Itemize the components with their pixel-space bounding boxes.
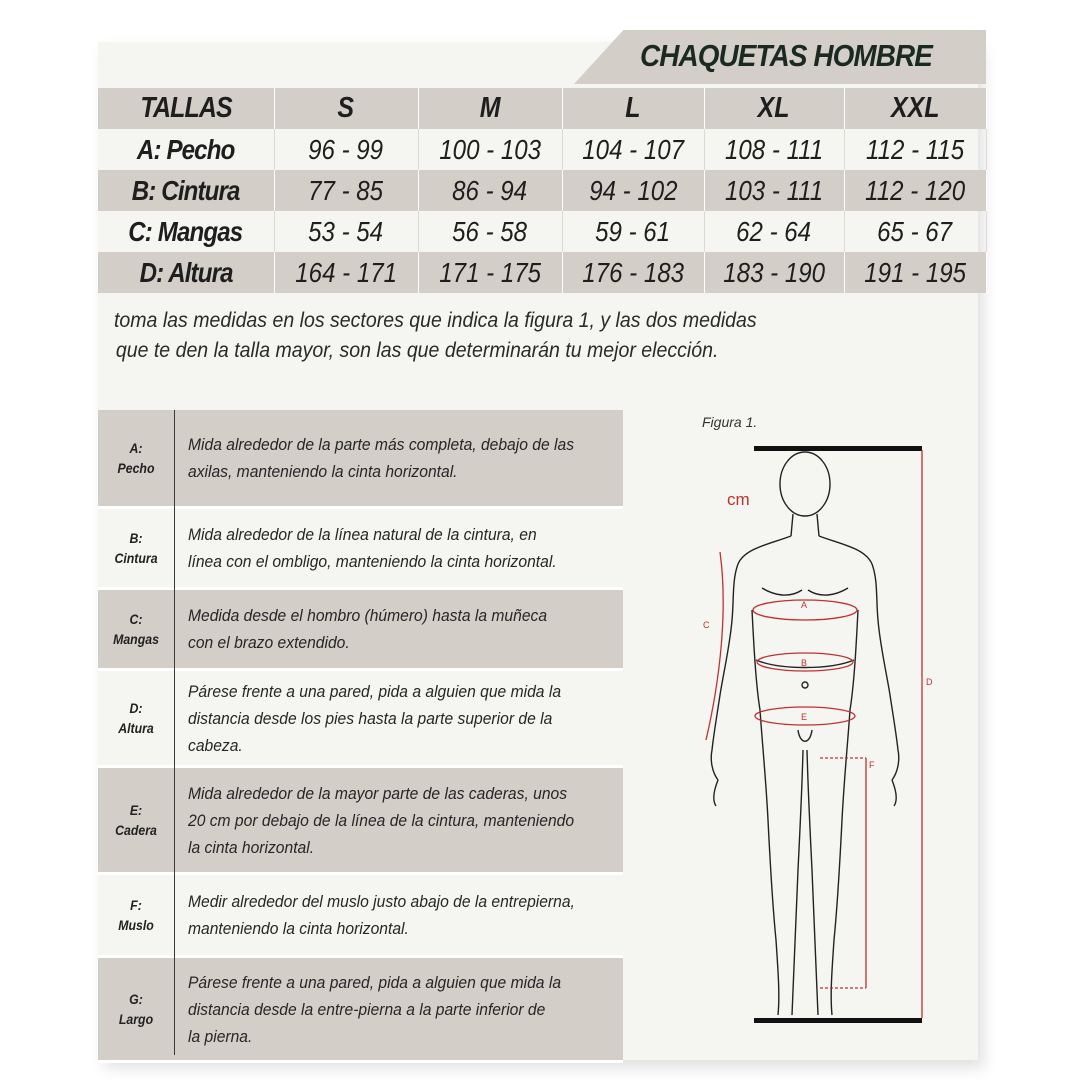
- row-label: A: Pecho: [98, 129, 274, 170]
- table-cell: 164 - 171: [274, 252, 418, 293]
- row-label: B: Cintura: [98, 170, 274, 211]
- header-cell: S: [274, 88, 418, 129]
- table-cell: 53 - 54: [274, 211, 418, 252]
- guide-row-pecho: [98, 410, 623, 509]
- body-figure: [690, 440, 960, 1030]
- table-cell: 56 - 58: [418, 211, 562, 252]
- table-cell: 77 - 85: [274, 170, 418, 211]
- guide-row-altura: [98, 671, 623, 768]
- guide-text: Párese frente a una pared, pida a alguien que mida la distancia desde la entre-pierna a la parte inferior de la pierna.: [188, 972, 562, 1046]
- mark-e: E: [801, 712, 808, 722]
- unit-label: cm: [727, 490, 750, 509]
- guide-text: Mida alrededor de la línea natural de la cintura, en línea con el ombligo, manteniendo la cinta horizontal.: [188, 525, 557, 571]
- header-cell: XXL: [844, 88, 986, 129]
- table-cell: 171 - 175: [418, 252, 562, 293]
- header-cell: XL: [704, 88, 844, 129]
- guide-code: F: Muslo: [118, 897, 154, 933]
- table-cell: 108 - 111: [704, 129, 844, 170]
- table-cell: 59 - 61: [562, 211, 704, 252]
- table-row: [98, 211, 986, 252]
- guide-code: G: Largo: [118, 991, 154, 1027]
- measurement-guide: [98, 410, 623, 1063]
- top-bar: [754, 446, 922, 451]
- table-cell: 65 - 67: [844, 211, 986, 252]
- table-cell: 103 - 111: [704, 170, 844, 211]
- note-line: toma las medidas en los sectores que indica la figura 1, y las dos medidas: [114, 309, 757, 332]
- bottom-bar: [754, 1018, 922, 1023]
- figure-caption: Figura 1.: [702, 414, 758, 430]
- size-table-header: [98, 88, 986, 129]
- guide-text: Mida alrededor de la parte más completa, debajo de las axilas, manteniendo la cinta horizontal.: [188, 435, 575, 481]
- table-cell: 94 - 102: [562, 170, 704, 211]
- mark-b: B: [801, 658, 808, 668]
- measure-labels: [703, 600, 933, 770]
- guide-row-cintura: [98, 509, 623, 590]
- table-cell: 191 - 195: [844, 252, 986, 293]
- table-cell: 96 - 99: [274, 129, 418, 170]
- guide-row-cadera: [98, 768, 623, 875]
- table-cell: 112 - 120: [844, 170, 986, 211]
- body-outline: [711, 452, 899, 1015]
- table-cell: 104 - 107: [562, 129, 704, 170]
- guide-code: E: Cadera: [115, 802, 157, 838]
- guide-code: D: Altura: [118, 700, 154, 736]
- guide-row-muslo: [98, 875, 623, 958]
- table-cell: 100 - 103: [418, 129, 562, 170]
- note-line: que te den la talla mayor, son las que determinarán tu mejor elección.: [115, 339, 719, 362]
- guide-code: A: Pecho: [117, 440, 155, 476]
- guide-text: Párese frente a una pared, pida a alguien que mida la distancia desde los pies hasta la parte superior de la cabeza.: [188, 681, 562, 755]
- mark-d: D: [926, 677, 933, 687]
- guide-code: B: Cintura: [114, 530, 158, 566]
- header-cell: L: [562, 88, 704, 129]
- guide-text: Medir alrededor del muslo justo abajo de la entrepierna, manteniendo la cinta horizontal.: [188, 892, 575, 938]
- table-cell: 62 - 64: [704, 211, 844, 252]
- measurement-note: [114, 306, 834, 366]
- table-cell: 183 - 190: [704, 252, 844, 293]
- guide-divider: [174, 410, 175, 1055]
- row-label: D: Altura: [98, 252, 274, 293]
- table-row: [98, 129, 986, 170]
- table-cell: 86 - 94: [418, 170, 562, 211]
- table-row: [98, 170, 986, 211]
- mark-c: C: [703, 620, 710, 630]
- header-cell: M: [418, 88, 562, 129]
- table-row: [98, 252, 986, 293]
- header-cell: TALLAS: [98, 88, 274, 129]
- guide-row-largo: [98, 958, 623, 1063]
- guide-row-mangas: [98, 590, 623, 671]
- guide-code: C: Mangas: [113, 611, 159, 647]
- guide-text: Mida alrededor de la mayor parte de las caderas, unos 20 cm por debajo de la línea de la cintura, manteniendo la cinta horizontal.: [188, 783, 575, 857]
- guide-text: Medida desde el hombro (húmero) hasta la muñeca con el brazo extendido.: [188, 606, 548, 652]
- mark-f: F: [869, 760, 875, 770]
- size-table: [98, 88, 987, 293]
- row-label: C: Mangas: [98, 211, 274, 252]
- page-title: CHAQUETAS HOMBRE: [640, 38, 932, 73]
- table-cell: 176 - 183: [562, 252, 704, 293]
- mark-a: A: [801, 600, 808, 610]
- table-cell: 112 - 115: [844, 129, 986, 170]
